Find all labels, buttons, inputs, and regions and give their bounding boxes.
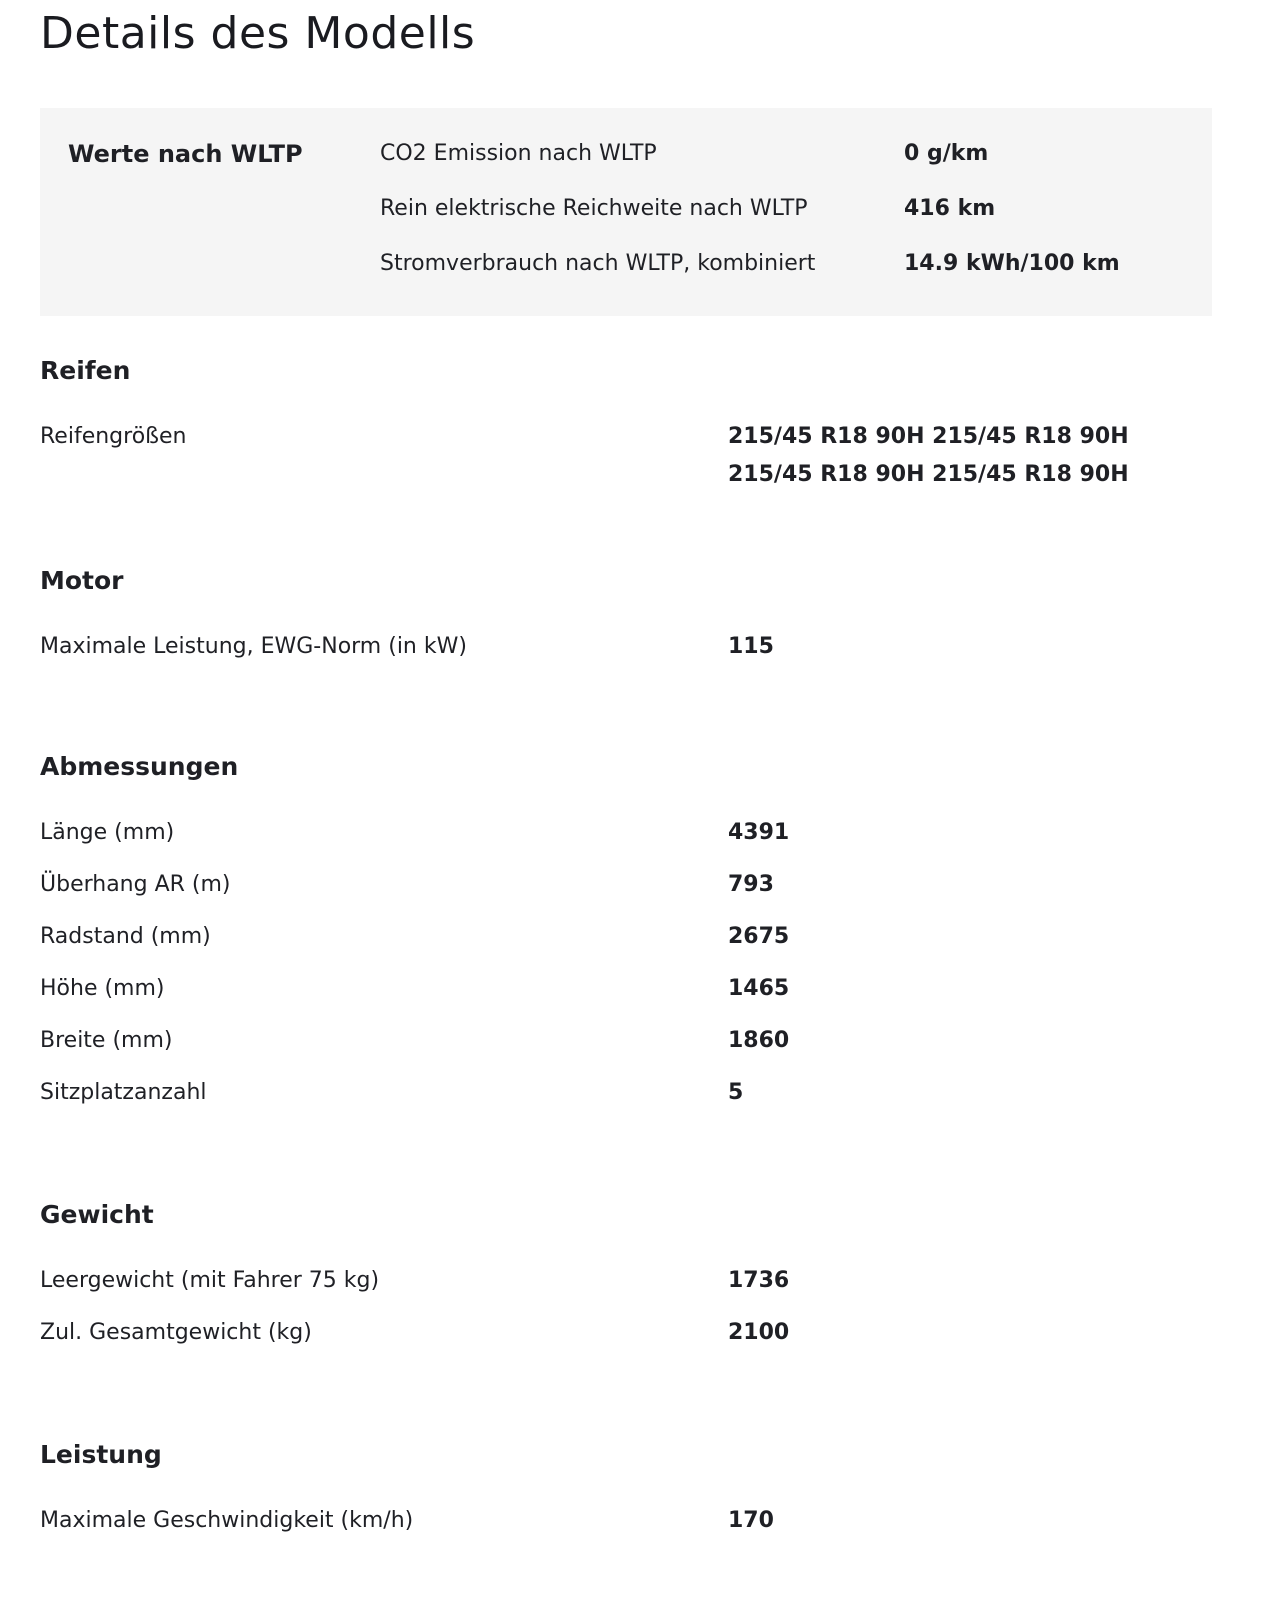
wltp-values-panel (40, 108, 1212, 316)
section-title-leistung: Leistung (40, 1440, 162, 1469)
spec-value: 2675 (728, 924, 790, 949)
section-title-gewicht: Gewicht (40, 1200, 154, 1229)
page-title: Details des Modells (40, 8, 476, 59)
wltp-label: Stromverbrauch nach WLTP, kombiniert (380, 251, 816, 276)
spec-label: Leergewicht (mit Fahrer 75 kg) (40, 1268, 380, 1293)
wltp-heading: Werte nach WLTP (68, 140, 303, 168)
spec-label: Radstand (mm) (40, 924, 211, 949)
spec-value: 2100 (728, 1320, 790, 1345)
wltp-value: 0 g/km (904, 141, 989, 166)
spec-label: Höhe (mm) (40, 976, 165, 1001)
spec-value: 4391 (728, 820, 790, 845)
spec-value: 1465 (728, 976, 790, 1001)
spec-label: Zul. Gesamtgewicht (kg) (40, 1320, 312, 1345)
section-title-motor: Motor (40, 566, 124, 595)
spec-label: Reifengrößen (40, 424, 187, 449)
wltp-label: CO2 Emission nach WLTP (380, 141, 657, 166)
spec-label: Maximale Geschwindigkeit (km/h) (40, 1508, 414, 1533)
wltp-value: 14.9 kWh/100 km (904, 251, 1120, 276)
spec-value: 793 (728, 872, 774, 897)
spec-label: Sitzplatzanzahl (40, 1080, 207, 1105)
spec-label: Länge (mm) (40, 820, 175, 845)
section-title-reifen: Reifen (40, 356, 131, 385)
spec-label: Maximale Leistung, EWG-Norm (in kW) (40, 634, 467, 659)
spec-value: 215/45 R18 90H 215/45 R18 90H 215/45 R18 90H 215/45 R18 90H (728, 424, 1129, 487)
spec-value: 115 (728, 634, 774, 659)
spec-label: Breite (mm) (40, 1028, 173, 1053)
spec-value: 1860 (728, 1028, 790, 1053)
spec-value: 1736 (728, 1268, 790, 1293)
spec-value: 5 (728, 1080, 744, 1105)
wltp-value: 416 km (904, 196, 996, 221)
spec-label: Überhang AR (m) (40, 872, 231, 897)
wltp-label: Rein elektrische Reichweite nach WLTP (380, 196, 808, 221)
section-title-abmessungen: Abmessungen (40, 752, 239, 781)
spec-value: 170 (728, 1508, 774, 1533)
